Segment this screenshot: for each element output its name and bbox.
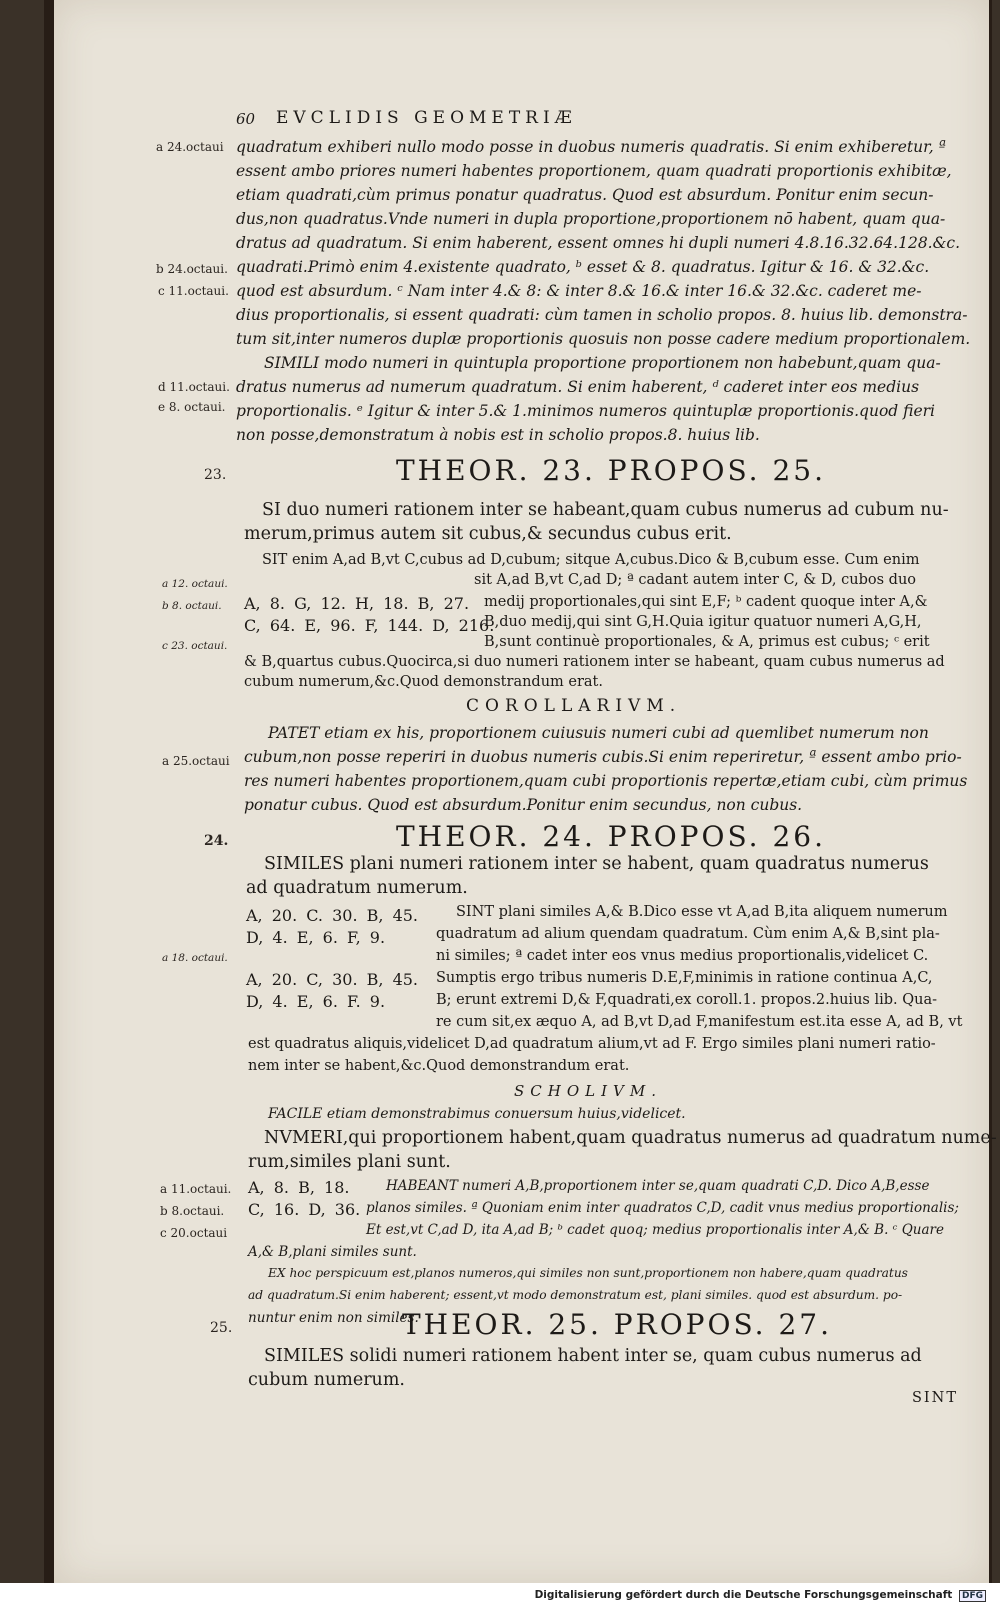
running-header: EVCLIDIS GEOMETRIÆ <box>276 108 577 128</box>
number-row: D, 4. E, 6. F. 9. <box>246 992 386 1011</box>
text-line: nuntur enim non similes. <box>248 1310 419 1326</box>
text-line: quadrati.Primò enim 4.existente quadrato, ᵇ esset & 8. quadratus. Igitur & 16. & 32.&c. <box>236 258 930 276</box>
number-row: A, 8. G, 12. H, 18. B, 27. <box>244 594 470 613</box>
text-line: SINT plani similes A,& B.Dico esse vt A,ad B,ita aliquem numerum <box>456 904 948 920</box>
number-row: C, 16. D, 36. <box>248 1200 361 1219</box>
text-line: NVMERI,qui proportionem habent,quam quadratus numerus ad quadratum nume- <box>264 1128 997 1148</box>
text-line: dratus ad quadratum. Si enim haberent, essent omnes hi dupli numeri 4.8.16.32.64.128.&c. <box>236 234 961 252</box>
number-row: A, 20. C. 30. B, 45. <box>246 906 419 925</box>
text-line: cubum,non posse reperiri in duobus numeris cubis.Si enim reperiretur, ª essent ambo prio- <box>244 748 962 766</box>
text-line: ad quadratum numerum. <box>246 878 468 898</box>
text-line: ni similes; ª cadet inter eos vnus medius proportionalis,videlicet C. <box>436 948 929 964</box>
text-line: cubum numerum,&c.Quod demonstrandum erat. <box>244 674 603 690</box>
text-line: quadratum ad alium quendam quadratum. Cùm enim A,& B,sint pla- <box>436 926 940 942</box>
number-row: A, 20. C, 30. B, 45. <box>246 970 419 989</box>
text-line: planos similes. ª Quoniam enim inter quadratos C,D, cadit vnus medius proportionalis; <box>366 1200 959 1216</box>
text-line: rum,similes plani sunt. <box>248 1152 451 1172</box>
text-line: EX hoc perspicuum est,planos numeros,qui similes non sunt,proportionem non habere,quam quadratus <box>268 1266 908 1280</box>
margin-note: c 20.octaui <box>160 1226 228 1240</box>
text-line: quadratum exhiberi nullo modo posse in duobus numeris quadratis. Si enim exhiberetur, ª <box>236 138 947 156</box>
text-line: res numeri habentes proportionem,quam cubi proportionis repertæ,etiam cubi, cùm primus <box>244 772 968 790</box>
theorem-heading: THEOR. 24. PROPOS. 26. <box>396 820 826 853</box>
margin-note: a 24.octaui <box>156 140 224 154</box>
corollary-heading: COROLLARIVM. <box>466 696 682 716</box>
text-line: cubum numerum. <box>248 1370 405 1390</box>
text-line: est quadratus aliquis,videlicet D,ad quadratum alium,vt ad F. Ergo similes plani numeri ratio- <box>248 1036 936 1052</box>
text-line: B,duo medij,qui sint G,H.Quia igitur quatuor numeri A,G,H, <box>484 614 922 630</box>
text-line: quod est absurdum. ᶜ Nam inter 4.& 8: & inter 8.& 16.& inter 16.& 32.&c. caderet me- <box>236 282 922 300</box>
margin-note: c 11.octaui. <box>158 284 229 298</box>
text-line: SIMILI modo numeri in quintupla proportione proportionem non habebunt,quam qua- <box>264 354 941 372</box>
margin-note: a 12. octaui. <box>162 578 228 590</box>
catchword: SINT <box>912 1390 959 1406</box>
margin-note: c 23. octaui. <box>162 640 228 652</box>
text-line: Et est,vt C,ad D, ita A,ad B; ᵇ cadet quoq; medius proportionalis inter A,& B. ᶜ Quare <box>366 1222 944 1238</box>
dfg-logo-icon: DFG <box>959 1590 986 1602</box>
number-row: A, 8. B, 18. <box>248 1178 350 1197</box>
text-line: dius proportionalis, si essent quadrati: cùm tamen in scholio propos. 8. huius lib. demonstra- <box>236 306 968 324</box>
text-line: A,& B,plani similes sunt. <box>248 1244 417 1260</box>
credit-text: Digitalisierung gefördert durch die Deutsche Forschungsgemeinschaft <box>534 1589 953 1601</box>
digitization-credit <box>535 1589 986 1602</box>
text-line: SIMILES solidi numeri rationem habent inter se, quam cubus numerus ad <box>264 1346 922 1366</box>
text-line: & B,quartus cubus.Quocirca,si duo numeri rationem inter se habeant, quam cubus numerus ad <box>244 654 945 670</box>
text-line: re cum sit,ex æquo A, ad B,vt D,ad F,manifestum est.ita esse A, ad B, vt <box>436 1014 963 1030</box>
text-line: ponatur cubus. Quod est absurdum.Ponitur enim secundus, non cubus. <box>244 796 803 814</box>
text-line: tum sit,inter numeros duplæ proportionis quosuis non posse cadere medium proportionalem. <box>236 330 971 348</box>
text-line: SIMILES plani numeri rationem inter se habent, quam quadratus numerus <box>264 854 929 874</box>
theorem-heading: THEOR. 23. PROPOS. 25. <box>396 454 826 487</box>
text-line: HABEANT numeri A,B,proportionem inter se,quam quadrati C,D. Dico A,B,esse <box>386 1178 930 1194</box>
text-line: proportionalis. ᵉ Igitur & inter 5.& 1.minimos numeros quintuplæ proportionis.quod fieri <box>236 402 935 420</box>
theorem-heading: THEOR. 25. PROPOS. 27. <box>402 1308 832 1341</box>
page-number: 60 <box>236 110 256 128</box>
text-line: PATET etiam ex his, proportionem cuiusuis numeri cubi ad quemlibet numerum non <box>268 724 929 742</box>
text-line: non posse,demonstratum à nobis est in scholio propos.8. huius lib. <box>236 426 760 444</box>
text-line: B,sunt continuè proportionales, & A, primus est cubus; ᶜ erit <box>484 634 930 650</box>
theorem-number: 23. <box>204 467 227 483</box>
margin-note: a 18. octaui. <box>162 952 228 964</box>
text-line: nem inter se habent,&c.Quod demonstrandum erat. <box>248 1058 630 1074</box>
number-row: D, 4. E, 6. F, 9. <box>246 928 386 947</box>
number-row: C, 64. E, 96. F, 144. D, 216. <box>244 616 495 635</box>
margin-note: d 11.octaui. <box>158 380 230 394</box>
text-line: Sumptis ergo tribus numeris D.E,F,minimis in ratione continua A,C, <box>436 970 933 986</box>
theorem-number: 25. <box>210 1320 233 1336</box>
margin-note: e 8. octaui. <box>158 400 226 414</box>
text-line: dratus numerus ad numerum quadratum. Si enim haberent, ᵈ caderet inter eos medius <box>236 378 920 396</box>
margin-note: a 11.octaui. <box>160 1182 232 1196</box>
text-line: dus,non quadratus.Vnde numeri in dupla proportione,proportionem nō habent, quam qua- <box>236 210 946 228</box>
text-line: SIT enim A,ad B,vt C,cubus ad D,cubum; sitque A,cubus.Dico & B,cubum esse. Cum enim <box>262 552 920 568</box>
theorem-number: 24. <box>204 833 229 849</box>
text-line: medij proportionales,qui sint E,F; ᵇ cadent quoque inter A,& <box>484 594 928 610</box>
text-line: B; erunt extremi D,& F,quadrati,ex coroll.1. propos.2.huius lib. Qua- <box>436 992 938 1008</box>
text-line: SI duo numeri rationem inter se habeant,quam cubus numerus ad cubum nu- <box>262 500 949 520</box>
margin-note: b 24.octaui. <box>156 262 228 276</box>
margin-note: b 8.octaui. <box>160 1204 225 1218</box>
scholium-heading: SCHOLIVM. <box>514 1082 662 1100</box>
text-line: FACILE etiam demonstrabimus conuersum huius,videlicet. <box>268 1106 686 1122</box>
text-line: ad quadratum.Si enim haberent; essent,vt modo demonstratum est, plani similes. quod est absurdum. po- <box>248 1288 903 1302</box>
text-line: merum,primus autem sit cubus,& secundus cubus erit. <box>244 524 732 544</box>
margin-note: a 25.octaui <box>162 754 230 768</box>
margin-note: b 8. octaui. <box>162 600 222 612</box>
text-line: sit A,ad B,vt C,ad D; ª cadant autem inter C, & D, cubos duo <box>474 572 917 588</box>
text-line: etiam quadrati,cùm primus ponatur quadratus. Quod est absurdum. Ponitur enim secun- <box>236 186 934 204</box>
text-line: essent ambo priores numeri habentes proportionem, quam quadrati proportionis exhibitæ, <box>236 162 952 180</box>
